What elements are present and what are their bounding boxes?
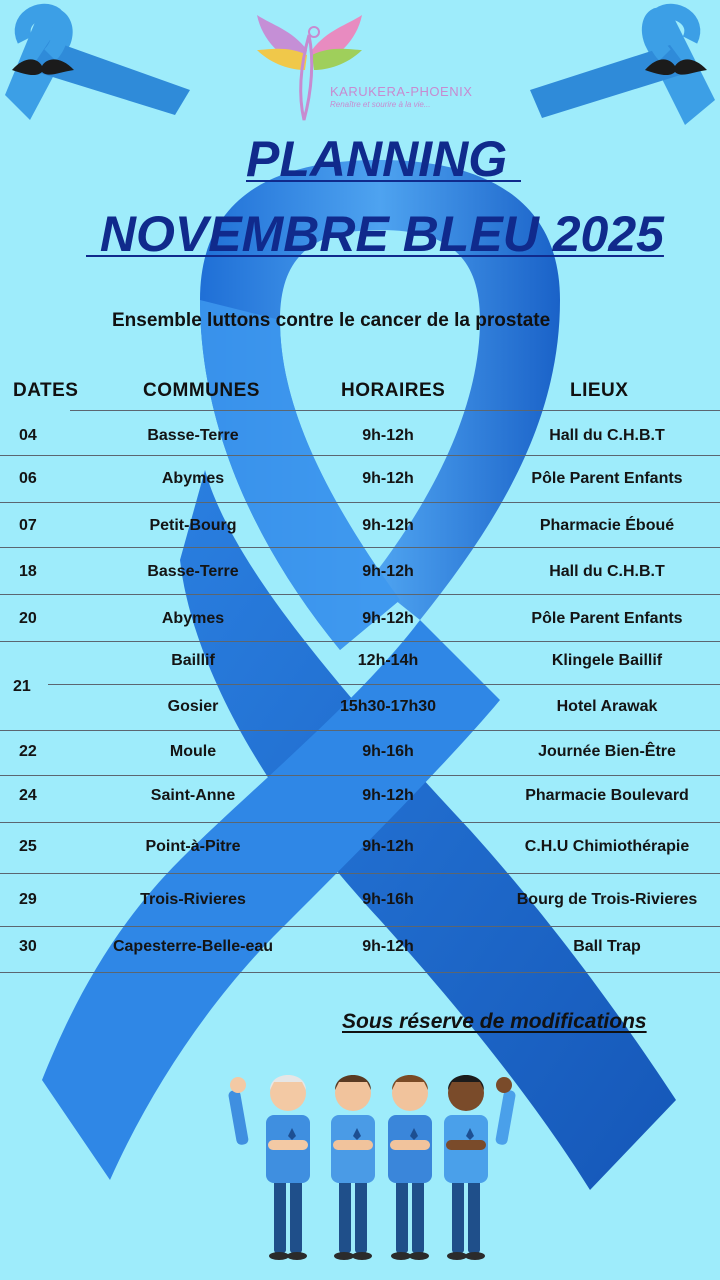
- row-lieu: Bourg de Trois-Rivieres: [516, 891, 698, 908]
- page-title-line2: NOVEMBRE BLEU 2025: [86, 206, 664, 262]
- ribbon-mustache-icon: [0, 0, 200, 140]
- row-horaire: 9h-12h: [362, 838, 414, 855]
- table-divider: [0, 455, 720, 456]
- row-lieu: Pharmacie Éboué: [539, 517, 675, 534]
- row-commune: Gosier: [167, 698, 219, 715]
- row-lieu: Hotel Arawak: [556, 698, 658, 715]
- logo-tagline: Renaître et sourire à la vie...: [330, 100, 431, 109]
- row-horaire: 9h-12h: [362, 563, 414, 580]
- row-date: 21: [13, 678, 31, 695]
- table-divider: [0, 730, 720, 731]
- four-men-illustration-icon: [228, 1060, 518, 1270]
- row-commune: Point-à-Pitre: [145, 838, 241, 855]
- row-date: 20: [19, 610, 37, 627]
- row-date: 22: [19, 743, 37, 760]
- row-horaire: 9h-12h: [362, 938, 414, 955]
- row-commune: Abymes: [161, 610, 225, 627]
- row-commune: Abymes: [161, 470, 225, 487]
- table-divider: [0, 775, 720, 776]
- row-lieu: Klingele Baillif: [551, 652, 663, 669]
- page-title-line1: PLANNING: [246, 131, 521, 187]
- row-date: 18: [19, 563, 37, 580]
- header-lieux: LIEUX: [570, 380, 629, 401]
- row-date: 07: [19, 517, 37, 534]
- row-lieu: Pharmacie Boulevard: [525, 787, 689, 804]
- row-horaire: 9h-16h: [362, 743, 414, 760]
- row-horaire: 9h-12h: [362, 610, 414, 627]
- logo: [330, 84, 472, 109]
- table-divider: [70, 410, 720, 411]
- ribbon-mustache-icon: [520, 0, 720, 145]
- row-commune: Basse-Terre: [147, 427, 239, 444]
- row-date: 30: [19, 938, 37, 955]
- disclaimer-note: Sous réserve de modifications: [342, 1010, 647, 1033]
- row-lieu: Hall du C.H.B.T: [549, 563, 665, 580]
- logo-name: KARUKERA-PHOENIX: [330, 84, 473, 99]
- table-divider: [0, 502, 720, 503]
- row-commune: Moule: [169, 743, 217, 760]
- row-horaire: 9h-12h: [362, 787, 414, 804]
- table-divider: [0, 822, 720, 823]
- header-dates: DATES: [13, 380, 79, 401]
- subtitle: Ensemble luttons contre le cancer de la prostate: [112, 310, 551, 331]
- table-divider: [0, 594, 720, 595]
- table-divider: [0, 926, 720, 927]
- row-lieu: Pôle Parent Enfants: [531, 610, 683, 627]
- row-date: 29: [19, 891, 37, 908]
- table-divider: [0, 972, 720, 973]
- row-horaire: 9h-12h: [362, 427, 414, 444]
- row-lieu: Journée Bien-Être: [538, 743, 676, 760]
- row-lieu: C.H.U Chimiothérapie: [524, 838, 690, 855]
- table-divider: [0, 547, 720, 548]
- row-date: 06: [19, 470, 37, 487]
- row-lieu: Ball Trap: [573, 938, 641, 955]
- row-date: 24: [19, 787, 37, 804]
- row-horaire: 15h30-17h30: [339, 698, 437, 715]
- row-horaire: 12h-14h: [357, 652, 419, 669]
- row-lieu: Hall du C.H.B.T: [549, 427, 665, 444]
- table-divider: [0, 641, 720, 642]
- row-commune: Basse-Terre: [147, 563, 239, 580]
- row-commune: Trois-Rivieres: [140, 891, 246, 908]
- row-horaire: 9h-16h: [362, 891, 414, 908]
- row-commune: Baillif: [171, 652, 215, 669]
- row-horaire: 9h-12h: [362, 517, 414, 534]
- row-commune: Capesterre-Belle-eau: [112, 938, 274, 955]
- table-divider: [0, 873, 720, 874]
- row-date: 04: [19, 427, 37, 444]
- header-horaires: HORAIRES: [341, 380, 446, 401]
- row-horaire: 9h-12h: [362, 470, 414, 487]
- row-commune: Saint-Anne: [150, 787, 236, 804]
- header-communes: COMMUNES: [143, 380, 260, 401]
- row-date: 25: [19, 838, 37, 855]
- table-divider: [48, 684, 720, 685]
- row-commune: Petit-Bourg: [149, 517, 237, 534]
- row-lieu: Pôle Parent Enfants: [531, 470, 683, 487]
